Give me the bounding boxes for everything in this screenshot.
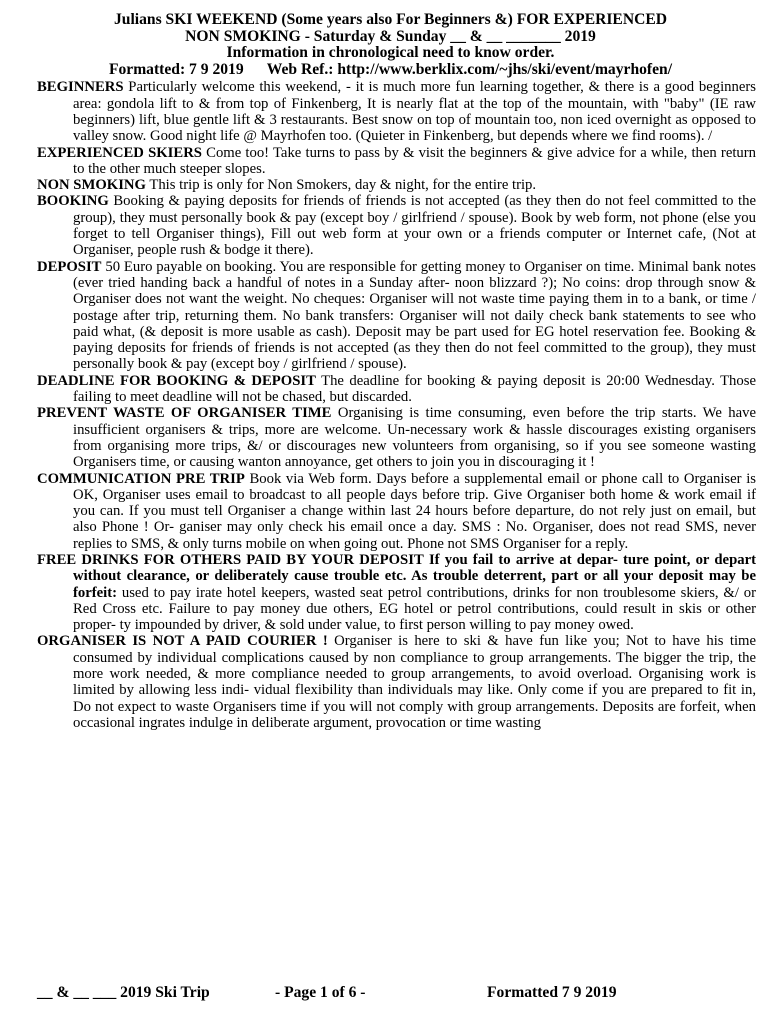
section-heading: NON SMOKING	[37, 177, 146, 194]
section-non-smoking	[37, 177, 756, 193]
section-bold-text: If you fail to arrive at depar- ture point, or depart without clearance, or deliberately cause trouble etc. As trouble deterrent, part or all your deposit may be forfeit:	[73, 551, 756, 601]
section-experienced-skiers	[37, 145, 756, 178]
footer-formatted-date: Formatted 7 9 2019	[487, 984, 617, 1001]
section-heading: EXPERIENCED SKIERS	[37, 144, 202, 161]
section-heading: BEGINNERS	[37, 79, 124, 96]
section-body: Organiser is here to ski & have fun like you; Not to have his time consumed by individual complications caused by non compliance to group arrangements. The bigger the trip, the more work needed, & more compliance needed to group arrangements, to avoid overload. Organising work is limited by allowing less indi- vidual flexibility than individuals may like. Only come if you are prepared to fit in, Do not expect to waste Organisers time if you will not comply with group arrangements. Deposits are forfeit, when occasional ingrates indulge in deliberate argument, provocation or time wasting	[73, 633, 756, 731]
section-body: This trip is only for Non Smokers, day & night, for the entire trip.	[149, 177, 537, 194]
section-heading: ORGANISER IS NOT A PAID COURIER !	[37, 633, 328, 650]
format-web-ref-line: Formatted: 7 9 2019 Web Ref.: http://www.berklix.com/~jhs/ski/event/mayrhofen/	[108, 60, 673, 78]
section-heading: DEADLINE FOR BOOKING & DEPOSIT	[37, 372, 316, 389]
section-body: The deadline for booking & paying deposit is 20:00 Wednesday. Those failing to meet deadline will not be chased, but discarded.	[73, 372, 756, 406]
info-line: Information in chronological need to know order.	[226, 44, 555, 62]
section-body: Booking & paying deposits for friends of friends is not accepted (as they then do not feel committed to the group), they must personally book & pay (except boy / girlfriend / spouse). Book by web form, not phone (else you forget to tell Organiser things), Fill out web form at your own or a friends computer or Internet cafe, (Not at Organiser, people rush & bodge it there).	[73, 193, 756, 259]
title-line: Julians SKI WEEKEND (Some years also For Beginners &) FOR EXPERIENCED	[113, 11, 668, 28]
section-heading: FREE DRINKS FOR OTHERS PAID BY YOUR DEPOSIT	[37, 551, 424, 568]
section-body: Organising is time consuming, even before the trip starts. We have insufficient organisers & trips, more are welcome. Un-necessary work & hassle discourages existing organisers from organising more trips, &/ or discourages new volunteers from organising, so if you see someone wasting Organisers time, or causing wanton annoyance, get others to join you in discouraging it !	[73, 405, 757, 471]
section-heading: COMMUNICATION PRE TRIP	[37, 470, 245, 487]
section-heading: DEPOSIT	[37, 258, 102, 275]
section-body: Particularly welcome this weekend, - it is much more fun learning together, & there is a good beginners area: gondola lift to & from top of Finkenberg, It is nearly flat at the top of the mountain, with "baby" (IE raw beginners) lift, blue gentle lift & 3 restaurants. Best snow on top of mountain too, non iced overnight as opposed to valley snow. Good night life @ Mayrhofen too. (Quieter in Finkenberg, but depends where we find rooms). /	[73, 79, 756, 145]
section-booking	[37, 193, 756, 258]
section-body: Come too! Take turns to pass by & visit the beginners & give advice for a while, then return to the other much steeper slopes.	[73, 144, 757, 177]
document-header	[23, 12, 758, 78]
section-deadline	[37, 373, 756, 406]
footer-page-number: - Page 1 of 6 -	[275, 984, 366, 1001]
subtitle-line: NON SMOKING - Saturday & Sunday __ & __ _______ 2019	[185, 27, 596, 45]
section-heading: PREVENT WASTE OF ORGANISER TIME	[37, 405, 332, 422]
section-body: 50 Euro payable on booking. You are responsible for getting money to Organiser on time. Minimal bank notes (ever tried handing back a handful of notes in a Sunday after- noon blizzard ?); No coins: drop through snow & Organiser does not want the weight. No cheques: Organiser will not waste time paying them in to a bank, or time / postage after trip, returning them. No bank transfers: Organiser will not daily check bank statements to see who paid what, (& deposit is more usable as cash). Deposit may be part used for EG hotel reservation fee. Booking & paying deposits for friends of friends is not accepted (as they then do not feel committed to the group), they must personally book & pay (except boy / girlfriend / spouse).	[73, 258, 756, 373]
section-heading: BOOKING	[37, 193, 109, 210]
section-organiser-not-courier	[37, 633, 756, 731]
section-body: used to pay irate hotel keepers, wasted seat petrol contributions, drinks for non troublesome skiers, &/ or Red Cross etc. Failure to pay money due others, EG hotel or petrol contributions, could result in skis or other proper- ty impounded by driver, & sold under value, to first person willing to pay money owed.	[73, 584, 756, 634]
page-footer	[37, 984, 757, 1002]
section-communication	[37, 471, 756, 552]
footer-trip-label: __ & __ ___ 2019 Ski Trip	[37, 984, 210, 1001]
section-deposit	[37, 259, 756, 373]
section-prevent-waste	[37, 405, 756, 470]
section-body: Book via Web form. Days before a supplemental email or phone call to Organiser is OK, Organiser uses email to broadcast to all people days before trip. Give Organiser both home & work email if you can. If you must tell Organiser a change within last 24 hours before departure, do not rely just on email, but also Phone ! Or- ganiser may only check his email once a day. SMS : No. Organiser, does not read SMS, never replies to SMS, & only turns mobile on when going out. Phone not SMS Organiser for a reply.	[73, 470, 756, 552]
section-free-drinks	[37, 552, 756, 633]
sections-list	[37, 79, 756, 731]
section-beginners	[37, 79, 756, 144]
